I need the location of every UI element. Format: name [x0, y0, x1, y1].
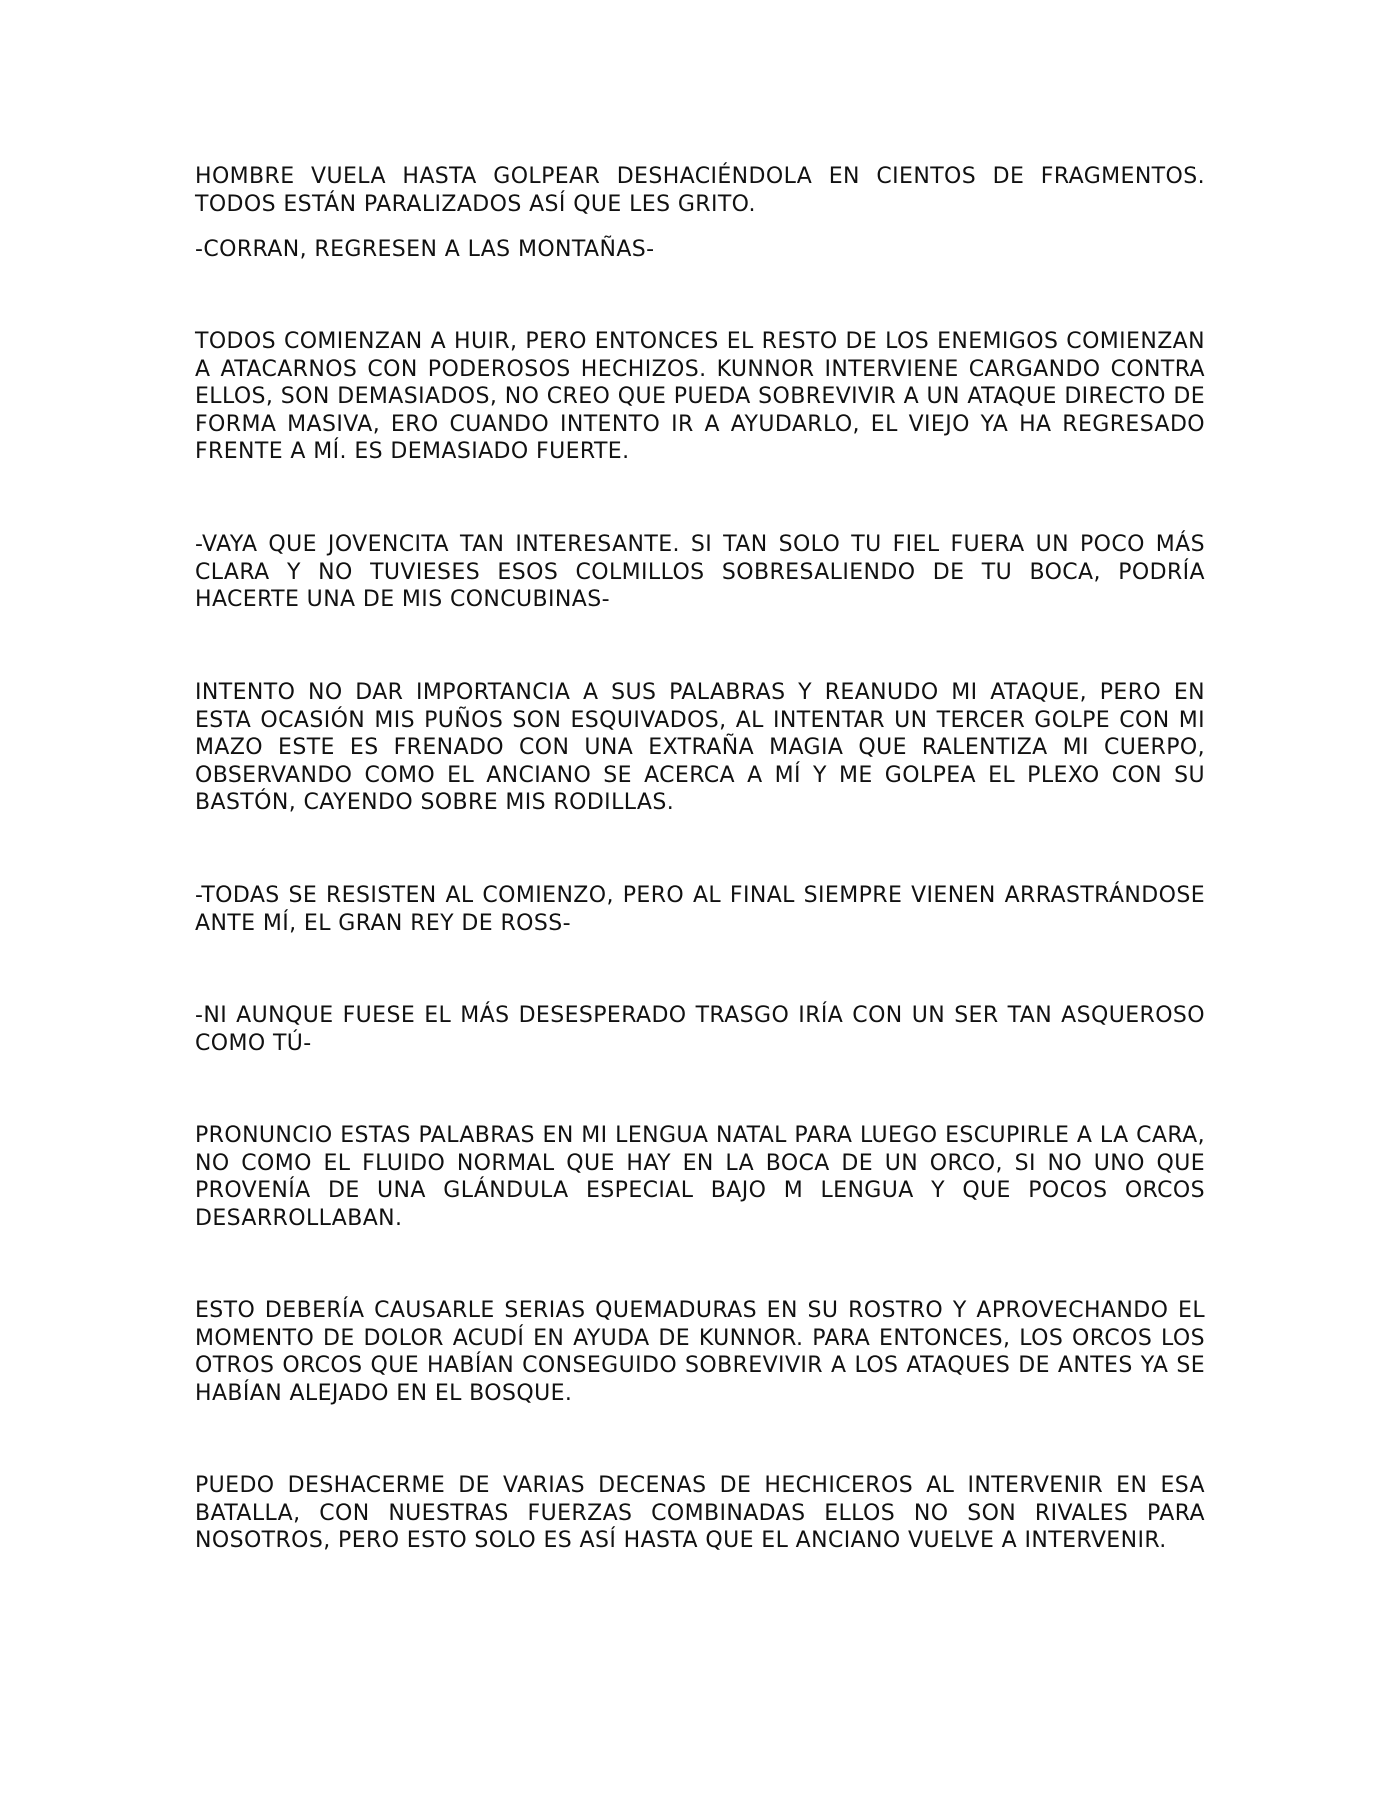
paragraph-battle: PUEDO DESHACERME DE VARIAS DECENAS DE HECHICEROS AL INTERVENIR EN ESA BATALLA, CON NUESTRAS FUERZAS COMBINADAS ELLOS NO SON RIVALES PARA NOSOTROS, PERO ESTO SOLO ES ASÍ HASTA QUE EL ANCIANO VUELVE A INTERVENIR. — [195, 1473, 1205, 1553]
dialogue-king-of-ross: -TODAS SE RESISTEN AL COMIENZO, PERO AL FINAL SIEMPRE VIENEN ARRASTRÁNDOSE ANTE MÍ, EL GRAN REY DE ROSS- — [195, 883, 1205, 936]
dialogue-old-man-taunt: -VAYA QUE JOVENCITA TAN INTERESANTE. SI TAN SOLO TU FIEL FUERA UN POCO MÁS CLARA Y NO TUVIESES ESOS COLMILLOS SOBRESALIENDO DE TU BOCA, PODRÍA HACERTE UNA DE MIS CONCUBINAS- — [195, 532, 1205, 612]
paragraph-enemies-attack: TODOS COMIENZAN A HUIR, PERO ENTONCES EL RESTO DE LOS ENEMIGOS COMIENZAN A ATACARNOS CON PODEROSOS HECHIZOS. KUNNOR INTERVIENE CARGANDO CONTRA ELLOS, SON DEMASIADOS, NO CREO QUE PUEDA SOBREVIVIR A UN ATAQUE DIRECTO DE FORMA MASIVA, ERO CUANDO INTENTO IR A AYUDARLO, EL VIEJO YA HA REGRESADO FRENTE A MÍ. ES DEMASIADO FUERTE. — [195, 329, 1205, 464]
dialogue-run-to-mountains: -CORRAN, REGRESEN A LAS MONTAÑAS- — [195, 237, 655, 262]
paragraph-fragments: HOMBRE VUELA HASTA GOLPEAR DESHACIÉNDOLA EN CIENTOS DE FRAGMENTOS. TODOS ESTÁN PARALIZADOS ASÍ QUE LES GRITO. — [195, 164, 1205, 217]
paragraph-burns: ESTO DEBERÍA CAUSARLE SERIAS QUEMADURAS EN SU ROSTRO Y APROVECHANDO EL MOMENTO DE DOLOR ACUDÍ EN AYUDA DE KUNNOR. PARA ENTONCES, LOS ORCOS LOS OTROS ORCOS QUE HABÍAN CONSEGUIDO SOBREVIVIR A LOS ATAQUES DE ANTES YA SE HABÍAN ALEJADO EN EL BOSQUE. — [195, 1298, 1205, 1406]
paragraph-attack-resumed: INTENTO NO DAR IMPORTANCIA A SUS PALABRAS Y REANUDO MI ATAQUE, PERO EN ESTA OCASIÓN MIS PUÑOS SON ESQUIVADOS, AL INTENTAR UN TERCER GOLPE CON MI MAZO ESTE ES FRENADO CON UNA EXTRAÑA MAGIA QUE RALENTIZA MI CUERPO, OBSERVANDO COMO EL ANCIANO SE ACERCA A MÍ Y ME GOLPEA EL PLEXO CON SU BASTÓN, CAYENDO SOBRE MIS RODILLAS. — [195, 680, 1205, 815]
dialogue-refusal: -NI AUNQUE FUESE EL MÁS DESESPERADO TRASGO IRÍA CON UN SER TAN ASQUEROSO COMO TÚ- — [195, 1003, 1205, 1056]
paragraph-spit: PRONUNCIO ESTAS PALABRAS EN MI LENGUA NATAL PARA LUEGO ESCUPIRLE A LA CARA, NO COMO EL FLUIDO NORMAL QUE HAY EN LA BOCA DE UN ORCO, SI NO UNO QUE PROVENÍA DE UNA GLÁNDULA ESPECIAL BAJO M LENGUA Y QUE POCOS ORCOS DESARROLLABAN. — [195, 1123, 1205, 1231]
